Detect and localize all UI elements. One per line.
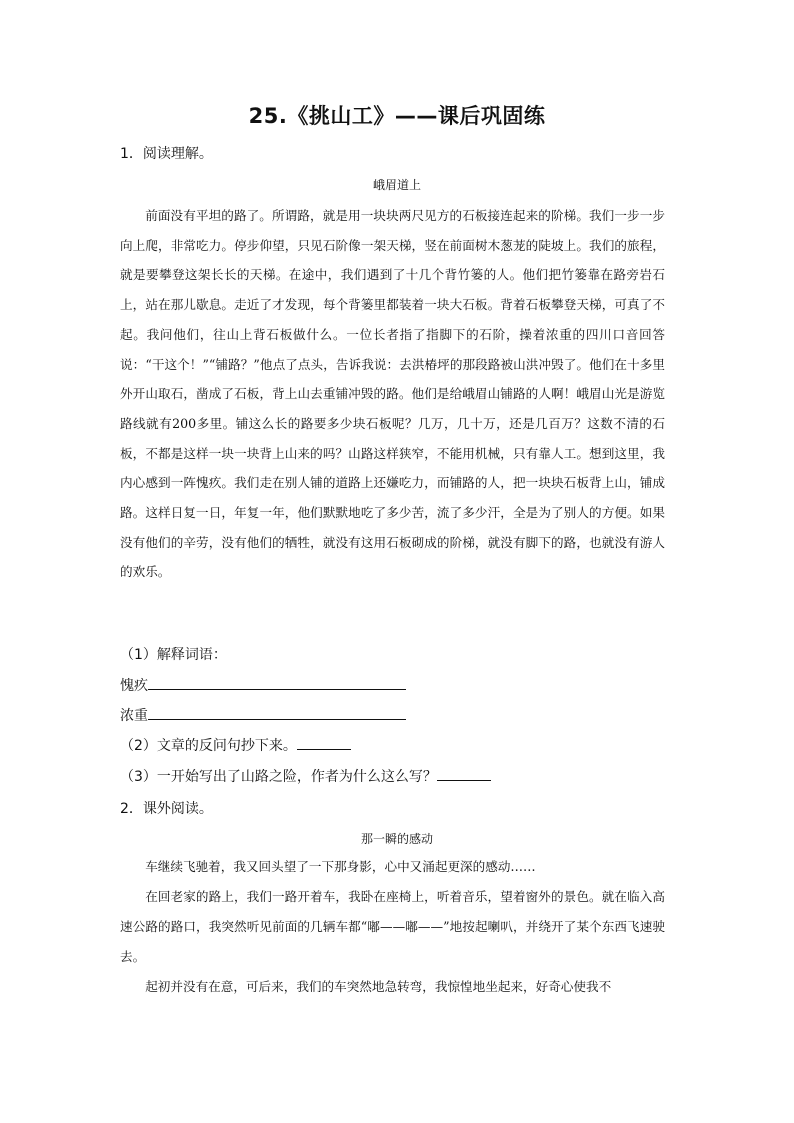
answer-line-sub2[interactable] xyxy=(120,735,351,757)
answer-line-word1[interactable] xyxy=(120,675,406,697)
passage-2-paragraph-3: 起初并没有在意，可后来，我们的车突然地急转弯，我惊惶地坐起来，好奇心使我不 xyxy=(145,979,612,994)
word1-blank[interactable] xyxy=(148,675,406,690)
question-1-sub2: （2）文章的反问句抄下来。 xyxy=(120,738,297,754)
question-1-sub1: （1）解释词语： xyxy=(120,647,227,663)
passage-2-text xyxy=(120,852,665,1002)
page-title: 25.《挑山工》——课后巩固练 xyxy=(248,104,546,128)
passage-2-paragraph-1: 车继续飞驰着，我又回头望了一下那身影，心中又涌起更深的感动…… xyxy=(145,859,536,874)
word1-label: 愧疚 xyxy=(120,678,148,694)
passage-1-text: 前面没有平坦的路了。所谓路，就是用一块块两尺见方的石板接连起来的阶梯。我们一步一步向上爬，非常吃力。停步仰望，只见石阶像一架天梯，竖在前面树木葱茏的陡坡上。我们的旅程，就是要攀登这架长长的天梯。在途中，我们遇到了十几个背竹篓的人。他们把竹篓靠在路旁岩石上，站在那儿歇息。走近了才发现，每个背篓里都装着一块大石板。背着石板攀登天梯，可真了不起。我问他们，往山上背石板做什么。一位长者指了指脚下的石阶，操着浓重的四川口音回答说：“干这个！”“铺路？”他点了点头，告诉我说：去洪椿坪的那段路被山洪冲毁了。他们在十多里外开山取石，凿成了石板，背上山去重铺冲毁的路。他们是给峨眉山铺路的人啊！峨眉山光是游览路线就有200多里。铺这么长的路要多少块石板呢？几万，几十万，还是几百万？这数不清的石板，不都是这样一块一块背上山来的吗？山路这样狭窄，不能用机械，只有靠人工。想到这里，我内心感到一阵愧疚。我们走在别人铺的道路上还嫌吃力，而铺路的人，把一块块石板背上山，铺成路。这样日复一日，年复一年，他们默默地吃了多少苦，流了多少汗，全是为了别人的方便。如果没有他们的辛劳，没有他们的牺牲，就没有这用石板砌成的阶梯，就没有脚下的路，也就没有游人的欢乐。 xyxy=(120,208,665,580)
answer-line-word2[interactable] xyxy=(120,705,406,727)
sub2-blank[interactable] xyxy=(297,735,351,750)
word2-blank[interactable] xyxy=(148,705,406,720)
passage-2-paragraph-2: 在回老家的路上，我们一路开着车，我卧在座椅上，听着音乐，望着窗外的景色。就在临入高速公路的路口，我突然听见前面的几辆车都“嘟——嘟——”地按起喇叭，并绕开了某个东西飞速驶去。 xyxy=(120,889,665,964)
passage-1-title: 峨眉道上 xyxy=(372,178,421,192)
question-1-sub3: （3）一开始写出了山路之险，作者为什么这么写？ xyxy=(120,769,437,785)
question-2-label: 2．课外阅读。 xyxy=(120,801,213,817)
passage-2-title: 那一瞬的感动 xyxy=(360,832,433,846)
answer-line-sub3[interactable] xyxy=(120,766,491,788)
question-1-label: 1．阅读理解。 xyxy=(120,146,213,162)
sub3-blank[interactable] xyxy=(437,766,491,781)
word2-label: 浓重 xyxy=(120,708,148,724)
